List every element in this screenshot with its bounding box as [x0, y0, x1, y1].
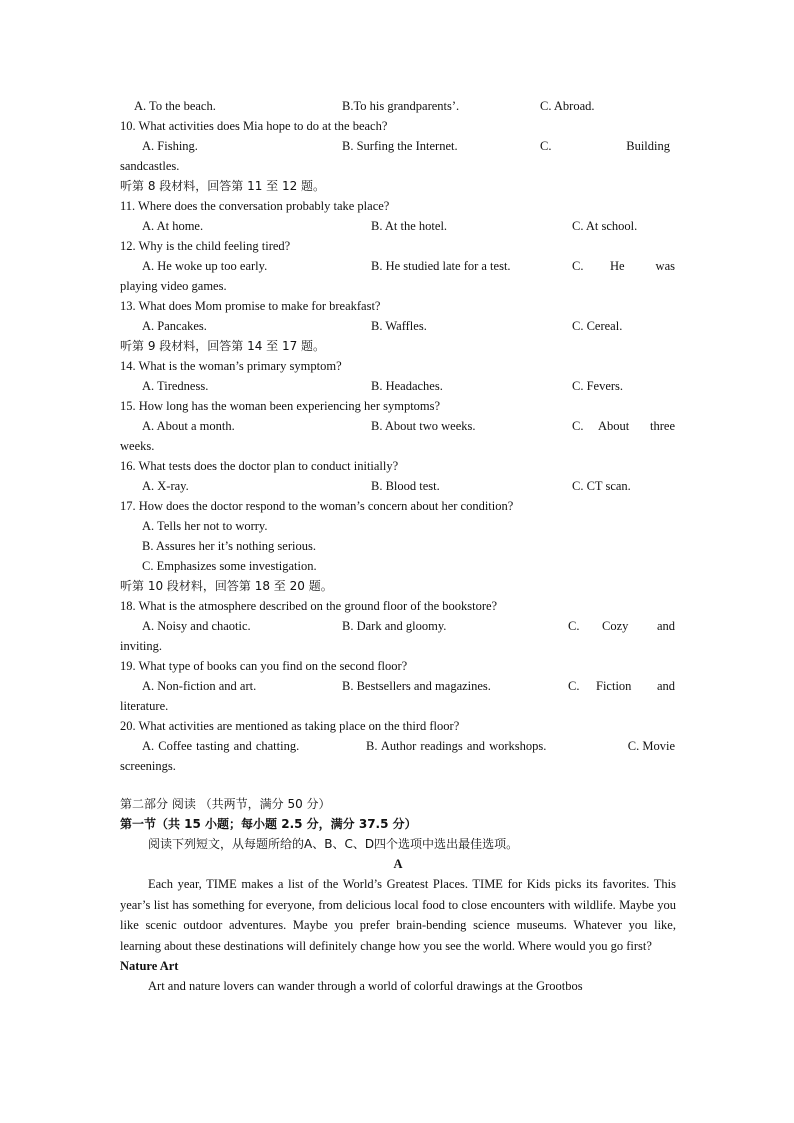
q20-option-c: C. Movie — [627, 739, 675, 753]
q9-option-a: A. To the beach. — [134, 99, 216, 113]
q19-option-c-word1: Fiction — [596, 679, 632, 693]
q13-stem: 13. What does Mom promise to make for breakfast? — [120, 299, 381, 313]
q14-option-c: C. Fevers. — [572, 379, 624, 393]
q13-option-b: B. Waffles. — [371, 319, 427, 333]
q18-option-c-word1: Cozy — [602, 619, 629, 633]
exam-page — [120, 96, 676, 997]
q19-option-b: B. Bestsellers and magazines. — [342, 679, 491, 693]
q16-option-b: B. Blood test. — [371, 479, 440, 493]
passage-label: A — [393, 857, 403, 871]
q12-stem: 12. Why is the child feeling tired? — [120, 239, 291, 253]
part2-section-heading: 第一节（共 15 小题；每小题 2.5 分，满分 37.5 分） — [120, 817, 417, 831]
q19-option-c-wrap: literature. — [120, 699, 169, 713]
q10-option-b: B. Surfing the Internet. — [342, 139, 458, 153]
q15-options — [120, 416, 676, 436]
q20-option-c-wrap: screenings. — [120, 759, 176, 773]
q16-stem: 16. What tests does the doctor plan to conduct initially? — [120, 459, 399, 473]
q10-option-c-label: C. — [540, 139, 552, 153]
q12-options — [120, 256, 676, 276]
q14-option-a: A. Tiredness. — [142, 379, 209, 393]
q15-option-a: A. About a month. — [142, 419, 235, 433]
q12-option-c-word2: was — [655, 259, 675, 273]
q18-option-c-word2: and — [656, 619, 675, 633]
q18-option-a: A. Noisy and chaotic. — [142, 619, 251, 633]
q12-option-b: B. He studied late for a test. — [371, 259, 511, 273]
q13-options — [120, 316, 676, 336]
passage-paragraph-2: Art and nature lovers can wander through a world of colorful drawings at the Grootbos — [148, 979, 583, 993]
q18-option-c-label: C. — [568, 619, 580, 633]
q17-option-c: C. Emphasizes some investigation. — [142, 559, 317, 573]
q19-options — [120, 676, 676, 696]
passage-paragraph-1: Each year, TIME makes a list of the World’s Greatest Places. TIME for Kids picks its favorites. This year’s list has something for everyone, from delicious local food to close encounters with wildlife. Maybe you like scenic outdoor adventures. Maybe you prefer brain-bending science museums. Whatever you like, learning about these destinations will definitely change how you see the world. Where would you go first? — [120, 877, 676, 953]
passage-heading-nature-art: Nature Art — [120, 959, 179, 973]
q9-option-b: B.To his grandparents’. — [342, 99, 460, 113]
q15-option-c-word1: About — [598, 419, 630, 433]
q13-option-c: C. Cereal. — [572, 319, 623, 333]
q11-option-c: C. At school. — [572, 219, 638, 233]
q20-stem: 20. What activities are mentioned as taking place on the third floor? — [120, 719, 460, 733]
q11-option-a: A. At home. — [142, 219, 204, 233]
q18-option-b: B. Dark and gloomy. — [342, 619, 447, 633]
q11-option-b: B. At the hotel. — [371, 219, 448, 233]
q17-option-a: A. Tells her not to worry. — [142, 519, 268, 533]
q19-option-c-label: C. — [568, 679, 580, 693]
q15-option-b: B. About two weeks. — [371, 419, 476, 433]
q13-option-a: A. Pancakes. — [142, 319, 207, 333]
q16-option-a: A. X-ray. — [142, 479, 189, 493]
q16-option-c: C. CT scan. — [572, 479, 631, 493]
q11-stem: 11. Where does the conversation probably take place? — [120, 199, 390, 213]
part2-instructions: 阅读下列短文，从每题所给的A、B、C、D四个选项中选出最佳选项。 — [148, 837, 519, 851]
q12-option-a: A. He woke up too early. — [142, 259, 268, 273]
q20-options — [120, 736, 676, 756]
part2-title: 第二部分 阅读 （共两节，满分 50 分） — [120, 797, 331, 811]
q10-options — [120, 136, 676, 156]
q15-stem: 15. How long has the woman been experiencing her symptoms? — [120, 399, 441, 413]
q10-stem: 10. What activities does Mia hope to do at the beach? — [120, 119, 388, 133]
q15-option-c-wrap: weeks. — [120, 439, 155, 453]
section-8-heading: 听第 8 段材料，回答第 11 至 12 题。 — [120, 179, 326, 193]
q20-option-a: A. Coffee tasting and chatting. — [142, 739, 300, 753]
q12-option-c-word1: He — [610, 259, 625, 273]
q9-options — [120, 96, 676, 116]
q19-stem: 19. What type of books can you find on the second floor? — [120, 659, 408, 673]
q17-option-b: B. Assures her it’s nothing serious. — [142, 539, 316, 553]
q15-option-c-word2: three — [650, 419, 675, 433]
q11-options — [120, 216, 676, 236]
q14-options — [120, 376, 676, 396]
q10-option-a: A. Fishing. — [142, 139, 198, 153]
q10-option-c-wrap: sandcastles. — [120, 159, 180, 173]
q12-option-c-label: C. — [572, 259, 584, 273]
q12-option-c-wrap: playing video games. — [120, 279, 227, 293]
q18-options — [120, 616, 676, 636]
q18-option-c-wrap: inviting. — [120, 639, 163, 653]
q17-stem: 17. How does the doctor respond to the woman’s concern about her condition? — [120, 499, 514, 513]
q10-option-c-text: Building — [626, 139, 670, 153]
q9-option-c: C. Abroad. — [540, 99, 595, 113]
q20-option-b: B. Author readings and workshops. — [366, 739, 547, 753]
q15-option-c-label: C. — [572, 419, 584, 433]
section-10-heading: 听第 10 段材料，回答第 18 至 20 题。 — [120, 579, 333, 593]
q19-option-c-word2: and — [656, 679, 675, 693]
q14-option-b: B. Headaches. — [371, 379, 443, 393]
q18-stem: 18. What is the atmosphere described on the ground floor of the bookstore? — [120, 599, 498, 613]
q16-options — [120, 476, 676, 496]
q19-option-a: A. Non-fiction and art. — [142, 679, 257, 693]
section-9-heading: 听第 9 段材料，回答第 14 至 17 题。 — [120, 339, 326, 353]
q14-stem: 14. What is the woman’s primary symptom? — [120, 359, 342, 373]
